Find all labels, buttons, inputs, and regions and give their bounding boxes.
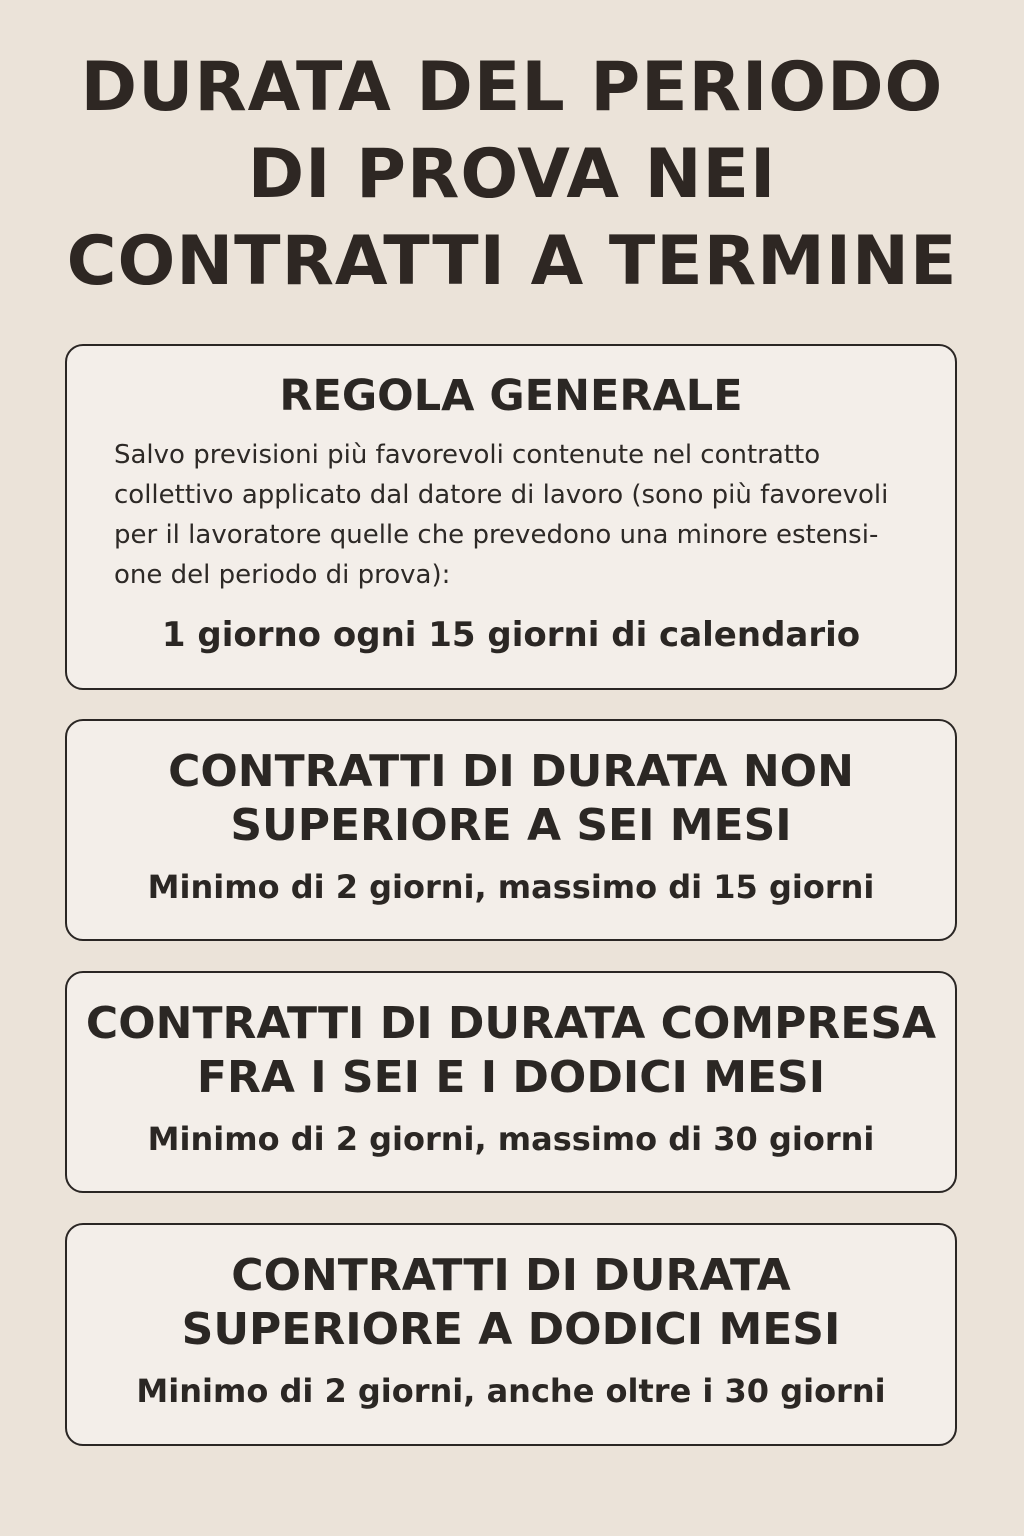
section-rule: Minimo di 2 giorni, massimo di 30 giorni [147,1120,875,1158]
section-rule: 1 giorno ogni 15 giorni di calendario [161,615,861,655]
section-description: Salvo previsioni più favorevoli contenute nel contratto collettivo applicato dal datore di lavoro (sono più favorevoli per il lavoratore quelle che prevedono una minore estensi-one del periodo di prova): [114,440,889,590]
section-rule: Minimo di 2 giorni, anche oltre i 30 giorni [136,1372,886,1410]
page-title: DURATA DEL PERIODO DI PROVA NEI CONTRATTI A TERMINE [66,48,958,301]
section-sei-dodici-mesi [65,971,957,1193]
section-oltre-dodici-mesi [65,1223,957,1446]
section-heading: REGOLA GENERALE [279,371,743,421]
section-heading: CONTRATTI DI DURATA SUPERIORE A DODICI MESI [181,1250,841,1355]
section-rule: Minimo di 2 giorni, massimo di 15 giorni [147,868,875,906]
section-heading: CONTRATTI DI DURATA COMPRESA FRA I SEI E I DODICI MESI [85,998,937,1103]
section-fino-sei-mesi [65,719,957,941]
section-heading: CONTRATTI DI DURATA NON SUPERIORE A SEI MESI [168,746,854,851]
section-regola-generale [65,344,957,690]
